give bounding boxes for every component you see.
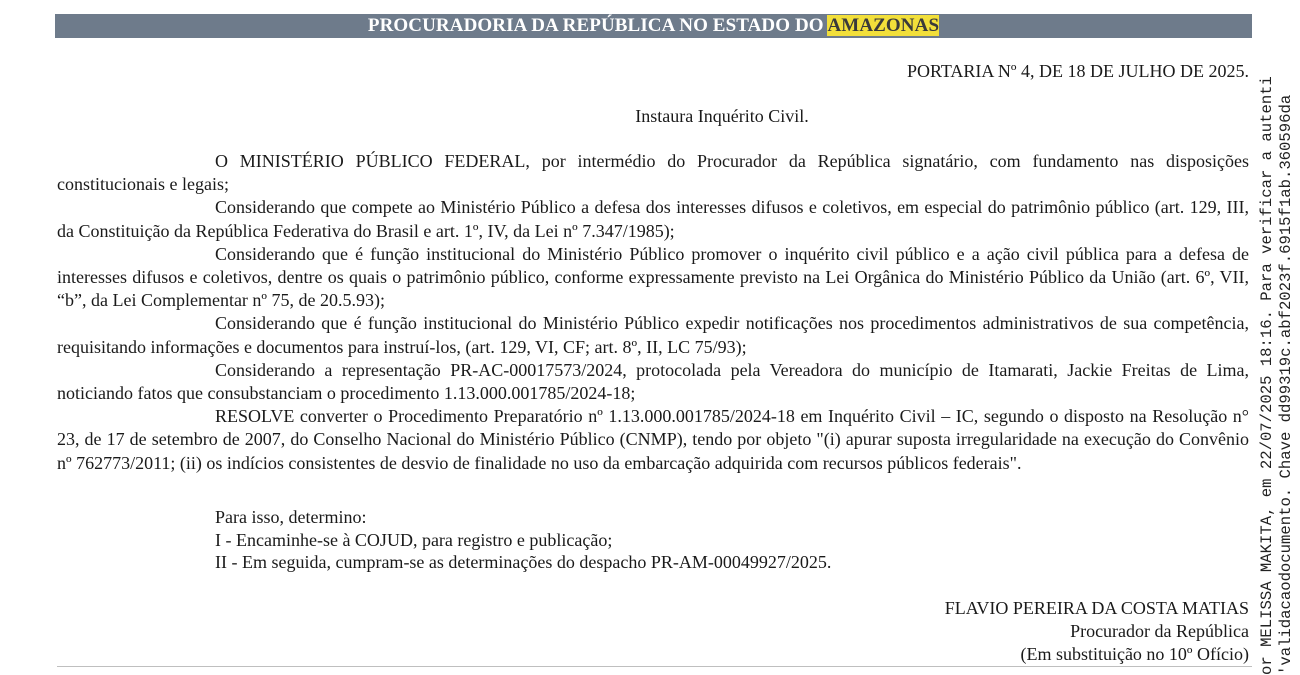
footer-divider <box>57 666 1252 667</box>
portaria-title: PORTARIA Nº 4, DE 18 DE JULHO DE 2025. <box>906 61 1249 81</box>
header-bar <box>55 14 1252 38</box>
paragraph-considerando-4: Considerando a representação PR-AC-00017573/2024, protocolada pela Vereadora do município de Itamarati, Jackie Freitas de Lima, noticiando fatos que consubstanciam o procedimento 1.13.000.001785/2024-18; <box>57 359 1249 404</box>
side-note-line-1: or MELISSA MAKITA, em 22/07/2025 18:16. Para verificar a autenti <box>1258 76 1276 675</box>
signer-name: FLAVIO PEREIRA DA COSTA MATIAS <box>944 598 1249 618</box>
signature-block <box>945 597 1249 666</box>
paragraph-preamble: O MINISTÉRIO PÚBLICO FEDERAL, por intermédio do Procurador da República signatário, com fundamento nas disposições constitucionais e legais; <box>57 151 1249 195</box>
paragraph-resolve: RESOLVE converter o Procedimento Preparatório nº 1.13.000.001785/2024-18 em Inquérito Civil – IC, segundo o disposto na Resolução n° 23, de 17 de setembro de 2007, do Conselho Nacional do Ministério Público (CNMP), tendo por objeto "(i) apurar suposta irregularidade na execução do Convênio nº 762773/2011; (ii) os indícios consistentes de desvio de finalidade no uso da embarcação adquirida com recursos públicos federais". <box>57 406 1249 473</box>
signer-role: Procurador da República <box>1070 621 1249 641</box>
header-title-prefix: PROCURADORIA DA REPÚBLICA NO ESTADO DO <box>367 15 828 36</box>
paragraph-considerando-1: Considerando que compete ao Ministério Público a defesa dos interesses difusos e coletivos, em especial do patrimônio público (art. 129, III, da Constituição da República Federativa do Brasil e art. 1º, IV, da Lei nº 7.347/1985); <box>57 197 1249 241</box>
paragraph-considerando-2: Considerando que é função institucional do Ministério Público promover o inquérito civil público e a ação civil pública para a defesa de interesses difusos e coletivos, dentre os quais o patrimônio público, conforme expressamente previsto na Lei Orgânica do Ministério Público da União (art. 6º, VII, “b”, da Lei Complementar nº 75, de 20.5.93); <box>57 243 1249 311</box>
side-note-line-2: 'validacaodocumento. Chave dd99319c.abf2023f.6915f1ab.360596da <box>1277 94 1295 675</box>
determination-item: I - Encaminhe-se à COJUD, para registro e publicação; <box>215 529 613 550</box>
header-title-state-highlight: AMAZONAS <box>827 15 940 36</box>
signer-note: (Em substituição no 10º Ofício) <box>1020 644 1249 664</box>
determinations <box>215 506 831 574</box>
paragraph-considerando-3: Considerando que é função institucional do Ministério Público expedir notificações nos procedimentos administrativos de sua competência, requisitando informações e documentos para instruí-los, (art. 129, VI, CF; art. 8º, II, LC 75/93); <box>57 313 1249 357</box>
ementa: Instaura Inquérito Civil. <box>635 106 809 126</box>
determination-item: II - Em seguida, cumpram-se as determinações do despacho PR-AM-00049927/2025. <box>215 552 832 573</box>
document-body <box>57 150 1249 475</box>
determinations-intro: Para isso, determino: <box>215 507 367 527</box>
side-validation-note <box>1258 0 1300 675</box>
